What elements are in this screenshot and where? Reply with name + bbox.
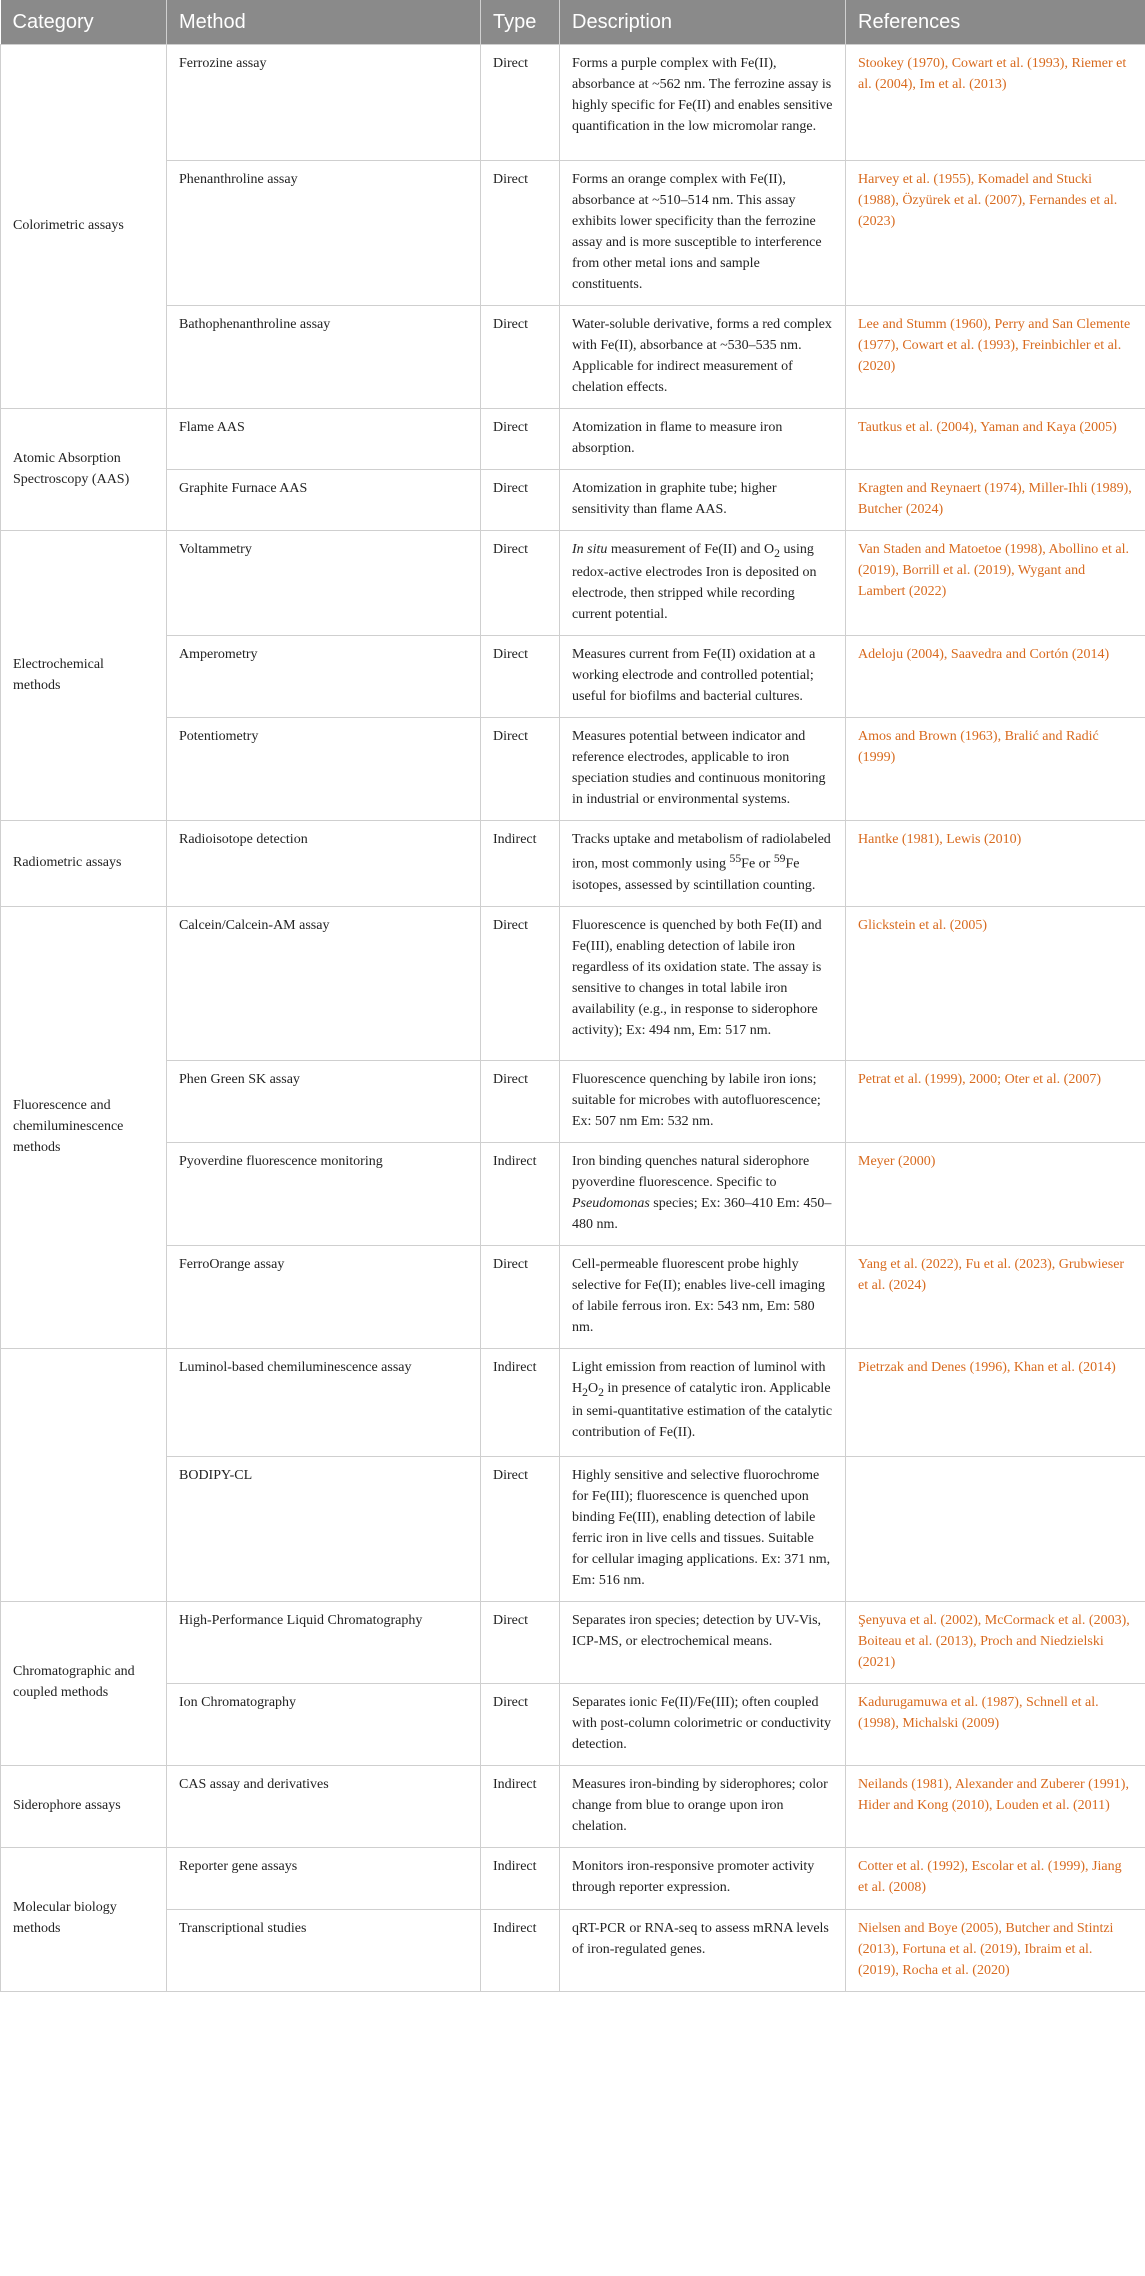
description-text: Iron binding quenches natural siderophore pyoverdine fluorescence. Specific to <box>572 1153 810 1190</box>
table-row <box>1 1456 1145 1601</box>
category-cell: Molecular biology methods <box>1 1847 167 1991</box>
table-row <box>1 161 1145 306</box>
references-cell[interactable] <box>846 1348 1145 1456</box>
method-cell: Graphite Furnace AAS <box>167 470 481 531</box>
method-cell: Voltammetry <box>167 531 481 636</box>
description-cell <box>560 531 846 636</box>
references-cell[interactable] <box>846 1765 1145 1847</box>
reference-link[interactable]: Petrat et al. (1999), 2000; Oter et al. (2007) <box>858 1071 1101 1087</box>
method-cell: Amperometry <box>167 636 481 718</box>
reference-link[interactable]: Kragten and Reynaert (1974), Miller-Ihli (1989), Butcher (2024) <box>858 481 1132 517</box>
reference-link[interactable]: Yang et al. (2022), Fu et al. (2023), Grubwieser et al. (2024) <box>858 1256 1125 1293</box>
category-cell: Siderophore assays <box>1 1765 167 1847</box>
description-cell <box>560 1142 846 1245</box>
table-row <box>1 1348 1145 1456</box>
description-cell: Measures iron-binding by siderophores; color change from blue to orange upon iron chelation. <box>560 1765 846 1847</box>
type-cell: Direct <box>481 1245 560 1348</box>
reference-link[interactable]: Kadurugamuwa et al. (1987), Schnell et al. (1998), Michalski (2009) <box>858 1694 1099 1731</box>
type-cell: Direct <box>481 636 560 718</box>
description-cell: qRT-PCR or RNA-seq to assess mRNA levels of iron-regulated genes. <box>560 1909 846 1991</box>
reference-link[interactable]: Şenyuva et al. (2002), McCormack et al. (2003), Boiteau et al. (2013), Proch and Niedzielski (2021) <box>858 1612 1130 1670</box>
type-cell: Direct <box>481 1456 560 1601</box>
description-cell <box>560 821 846 907</box>
description-text: O <box>587 1380 599 1396</box>
method-cell: High-Performance Liquid Chromatography <box>167 1601 481 1683</box>
description-subscript: 2 <box>598 1385 604 1399</box>
description-cell: Cell-permeable fluorescent probe highly selective for Fe(II); enables live-cell imaging of labile ferrous iron. Ex: 543 nm, Em: 580 nm. <box>560 1245 846 1348</box>
references-cell[interactable] <box>846 1683 1145 1765</box>
table-row <box>1 1847 1145 1909</box>
reference-link[interactable]: Neilands (1981), Alexander and Zuberer (1991), Hider and Kong (2010), Louden et al. (2011) <box>858 1776 1129 1813</box>
type-cell: Direct <box>481 906 560 1060</box>
reference-link[interactable]: Tautkus et al. (2004), Yaman and Kaya (2005) <box>858 420 1117 435</box>
type-cell: Direct <box>481 306 560 409</box>
table-row <box>1 306 1145 409</box>
references-cell[interactable] <box>846 1142 1145 1245</box>
description-cell: Forms a purple complex with Fe(II), absorbance at ~562 nm. The ferrozine assay is highly specific for Fe(II) and enables sensitive quantification in the low micromolar range. <box>560 45 846 161</box>
references-cell[interactable] <box>846 1601 1145 1683</box>
table-row <box>1 1245 1145 1348</box>
reference-link[interactable]: Glickstein et al. (2005) <box>858 917 988 933</box>
type-cell: Indirect <box>481 1765 560 1847</box>
description-cell: Separates iron species; detection by UV-Vis, ICP-MS, or electrochemical means. <box>560 1601 846 1683</box>
description-cell: Atomization in graphite tube; higher sensitivity than flame AAS. <box>560 470 846 531</box>
description-text: Tracks uptake and metabolism of radiolabeled iron, most commonly using <box>572 832 831 872</box>
references-cell[interactable] <box>846 718 1145 821</box>
method-cell: Pyoverdine fluorescence monitoring <box>167 1142 481 1245</box>
header-description: Description <box>560 0 846 45</box>
type-cell: Indirect <box>481 1847 560 1909</box>
description-superscript: 55 <box>729 852 742 866</box>
type-cell: Direct <box>481 531 560 636</box>
method-cell: Potentiometry <box>167 718 481 821</box>
type-cell: Indirect <box>481 1909 560 1991</box>
description-cell: Monitors iron-responsive promoter activity through reporter expression. <box>560 1847 846 1909</box>
reference-link[interactable]: Harvey et al. (1955), Komadel and Stucki (1988), Özyürek et al. (2007), Fernandes et al. (2023) <box>858 172 1118 229</box>
description-text: measurement of Fe(II) and O <box>607 542 775 557</box>
type-cell: Direct <box>481 718 560 821</box>
category-cell: Fluorescence and chemiluminescence methods <box>1 906 167 1348</box>
method-cell: Radioisotope detection <box>167 821 481 907</box>
references-cell[interactable] <box>846 1456 1145 1601</box>
type-cell: Indirect <box>481 821 560 907</box>
method-cell: Ion Chromatography <box>167 1683 481 1765</box>
header-row <box>1 0 1145 45</box>
description-cell: Water-soluble derivative, forms a red complex with Fe(II), absorbance at ~530–535 nm. Applicable for indirect measurement of chelation effects. <box>560 306 846 409</box>
reference-link[interactable]: Lee and Stumm (1960), Perry and San Clemente (1977), Cowart et al. (1993), Freinbichler et al. (2020) <box>858 317 1131 374</box>
reference-link[interactable]: Van Staden and Matoetoe (1998), Abollino et al. (2019), Borrill et al. (2019), Wygant and Lambert (2022) <box>858 542 1129 599</box>
references-cell[interactable] <box>846 45 1145 161</box>
table-row <box>1 409 1145 470</box>
header-type: Type <box>481 0 560 45</box>
table-row <box>1 531 1145 636</box>
type-cell: Indirect <box>481 1348 560 1456</box>
references-cell[interactable] <box>846 306 1145 409</box>
description-text: Light emission from reaction of luminol with H <box>572 1359 826 1396</box>
description-superscript: 59 <box>773 852 786 866</box>
description-cell: Separates ionic Fe(II)/Fe(III); often coupled with post-column colorimetric or conductivity detection. <box>560 1683 846 1765</box>
reference-link[interactable]: Meyer (2000) <box>858 1153 936 1169</box>
references-cell[interactable] <box>846 1245 1145 1348</box>
table-row <box>1 470 1145 531</box>
reference-link[interactable]: Adeloju (2004), Saavedra and Cortón (2014) <box>858 647 1110 663</box>
category-cell: Radiometric assays <box>1 821 167 907</box>
description-text: Fe or <box>741 856 774 872</box>
references-cell[interactable] <box>846 906 1145 1060</box>
header-category: Category <box>1 0 167 45</box>
reference-link[interactable]: Nielsen and Boye (2005), Butcher and Stintzi (2013), Fortuna et al. (2019), Ibraim et al. (2019), Rocha et al. (2020) <box>858 1920 1114 1978</box>
method-cell: Flame AAS <box>167 409 481 470</box>
table-row <box>1 1909 1145 1991</box>
method-cell: Calcein/Calcein-AM assay <box>167 906 481 1060</box>
category-cell: Colorimetric assays <box>1 45 167 409</box>
method-cell: FerroOrange assay <box>167 1245 481 1348</box>
method-cell: Phen Green SK assay <box>167 1060 481 1142</box>
method-cell: Ferrozine assay <box>167 45 481 161</box>
description-text: in presence of catalytic iron. Applicable in semi-quantitative estimation of the catalytic contribution of Fe(II). <box>572 1380 833 1441</box>
type-cell: Direct <box>481 409 560 470</box>
table-row <box>1 821 1145 907</box>
method-cell: BODIPY-CL <box>167 1456 481 1601</box>
table-row <box>1 1601 1145 1683</box>
category-cell <box>1 1348 167 1601</box>
description-italic: In situ <box>572 542 608 557</box>
method-cell: Transcriptional studies <box>167 1909 481 1991</box>
table-row <box>1 1683 1145 1765</box>
type-cell: Direct <box>481 1601 560 1683</box>
description-text: using redox-active electrodes Iron is deposited on electrode, then stripped while recording current potential. <box>572 542 817 623</box>
type-cell: Direct <box>481 1060 560 1142</box>
category-cell: Atomic Absorption Spectroscopy (AAS) <box>1 409 167 531</box>
table-row <box>1 636 1145 718</box>
reference-link[interactable]: Stookey (1970), Cowart et al. (1993), Riemer et al. (2004), Im et al. (2013) <box>858 56 1127 92</box>
description-cell: Highly sensitive and selective fluorochrome for Fe(III); fluorescence is quenched upon binding Fe(III), enabling detection of labile ferric iron in live cells and tissues. Suitable for cellular imaging applications. Ex: 371 nm, Em: 516 nm. <box>560 1456 846 1601</box>
references-cell[interactable] <box>846 161 1145 306</box>
description-cell: Fluorescence quenching by labile iron ions; suitable for microbes with autofluorescence; Ex: 507 nm Em: 532 nm. <box>560 1060 846 1142</box>
category-cell: Chromatographic and coupled methods <box>1 1601 167 1765</box>
table-row <box>1 1060 1145 1142</box>
type-cell: Direct <box>481 470 560 531</box>
description-cell: Measures current from Fe(II) oxidation at a working electrode and controlled potential; useful for biofilms and bacterial cultures. <box>560 636 846 718</box>
references-cell[interactable] <box>846 1060 1145 1142</box>
type-cell: Direct <box>481 45 560 161</box>
description-italic: Pseudomonas <box>572 1195 650 1211</box>
references-cell[interactable] <box>846 409 1145 470</box>
references-cell[interactable] <box>846 821 1145 907</box>
description-cell: Forms an orange complex with Fe(II), absorbance at ~510–514 nm. This assay exhibits lower specificity than the ferrozine assay and is more susceptible to interference from other metal ions and sample constituents. <box>560 161 846 306</box>
reference-link[interactable]: Pietrzak and Denes (1996), Khan et al. (2014) <box>858 1359 1116 1375</box>
description-cell <box>560 1348 846 1456</box>
table-row <box>1 718 1145 821</box>
references-cell[interactable] <box>846 531 1145 636</box>
category-cell: Electrochemical methods <box>1 531 167 821</box>
references-cell[interactable] <box>846 1847 1145 1909</box>
description-cell: Atomization in flame to measure iron absorption. <box>560 409 846 470</box>
table-row <box>1 906 1145 1060</box>
references-cell[interactable] <box>846 1909 1145 1991</box>
table-row <box>1 45 1145 161</box>
references-cell[interactable] <box>846 636 1145 718</box>
reference-link[interactable]: Cotter et al. (1992), Escolar et al. (1999), Jiang et al. (2008) <box>858 1858 1122 1895</box>
header-method: Method <box>167 0 481 45</box>
header-references: References <box>846 0 1145 45</box>
method-cell: Luminol-based chemiluminescence assay <box>167 1348 481 1456</box>
description-subscript: 2 <box>582 1385 588 1399</box>
description-text: Fe isotopes, assessed by scintillation counting. <box>572 856 816 893</box>
description-subscript: 2 <box>774 546 780 560</box>
method-cell: Bathophenanthroline assay <box>167 306 481 409</box>
type-cell: Direct <box>481 1683 560 1765</box>
type-cell: Indirect <box>481 1142 560 1245</box>
method-cell: CAS assay and derivatives <box>167 1765 481 1847</box>
description-text: species; Ex: 360–410 Em: 450–480 nm. <box>572 1195 832 1232</box>
method-cell: Phenanthroline assay <box>167 161 481 306</box>
description-cell: Measures potential between indicator and reference electrodes, applicable to iron speciation studies and continuous monitoring in industrial or environmental systems. <box>560 718 846 821</box>
reference-link[interactable]: Hantke (1981), Lewis (2010) <box>858 832 1022 848</box>
table-row <box>1 1142 1145 1245</box>
references-cell[interactable] <box>846 470 1145 531</box>
description-cell: Fluorescence is quenched by both Fe(II) and Fe(III), enabling detection of labile iron regardless of its oxidation state. The assay is sensitive to changes in total labile iron availability (e.g., in response to siderophore activity); Ex: 494 nm, Em: 517 nm. <box>560 906 846 1060</box>
table-row <box>1 1765 1145 1847</box>
type-cell: Direct <box>481 161 560 306</box>
reference-link[interactable]: Amos and Brown (1963), Bralić and Radić (1999) <box>858 729 1099 766</box>
method-cell: Reporter gene assays <box>167 1847 481 1909</box>
